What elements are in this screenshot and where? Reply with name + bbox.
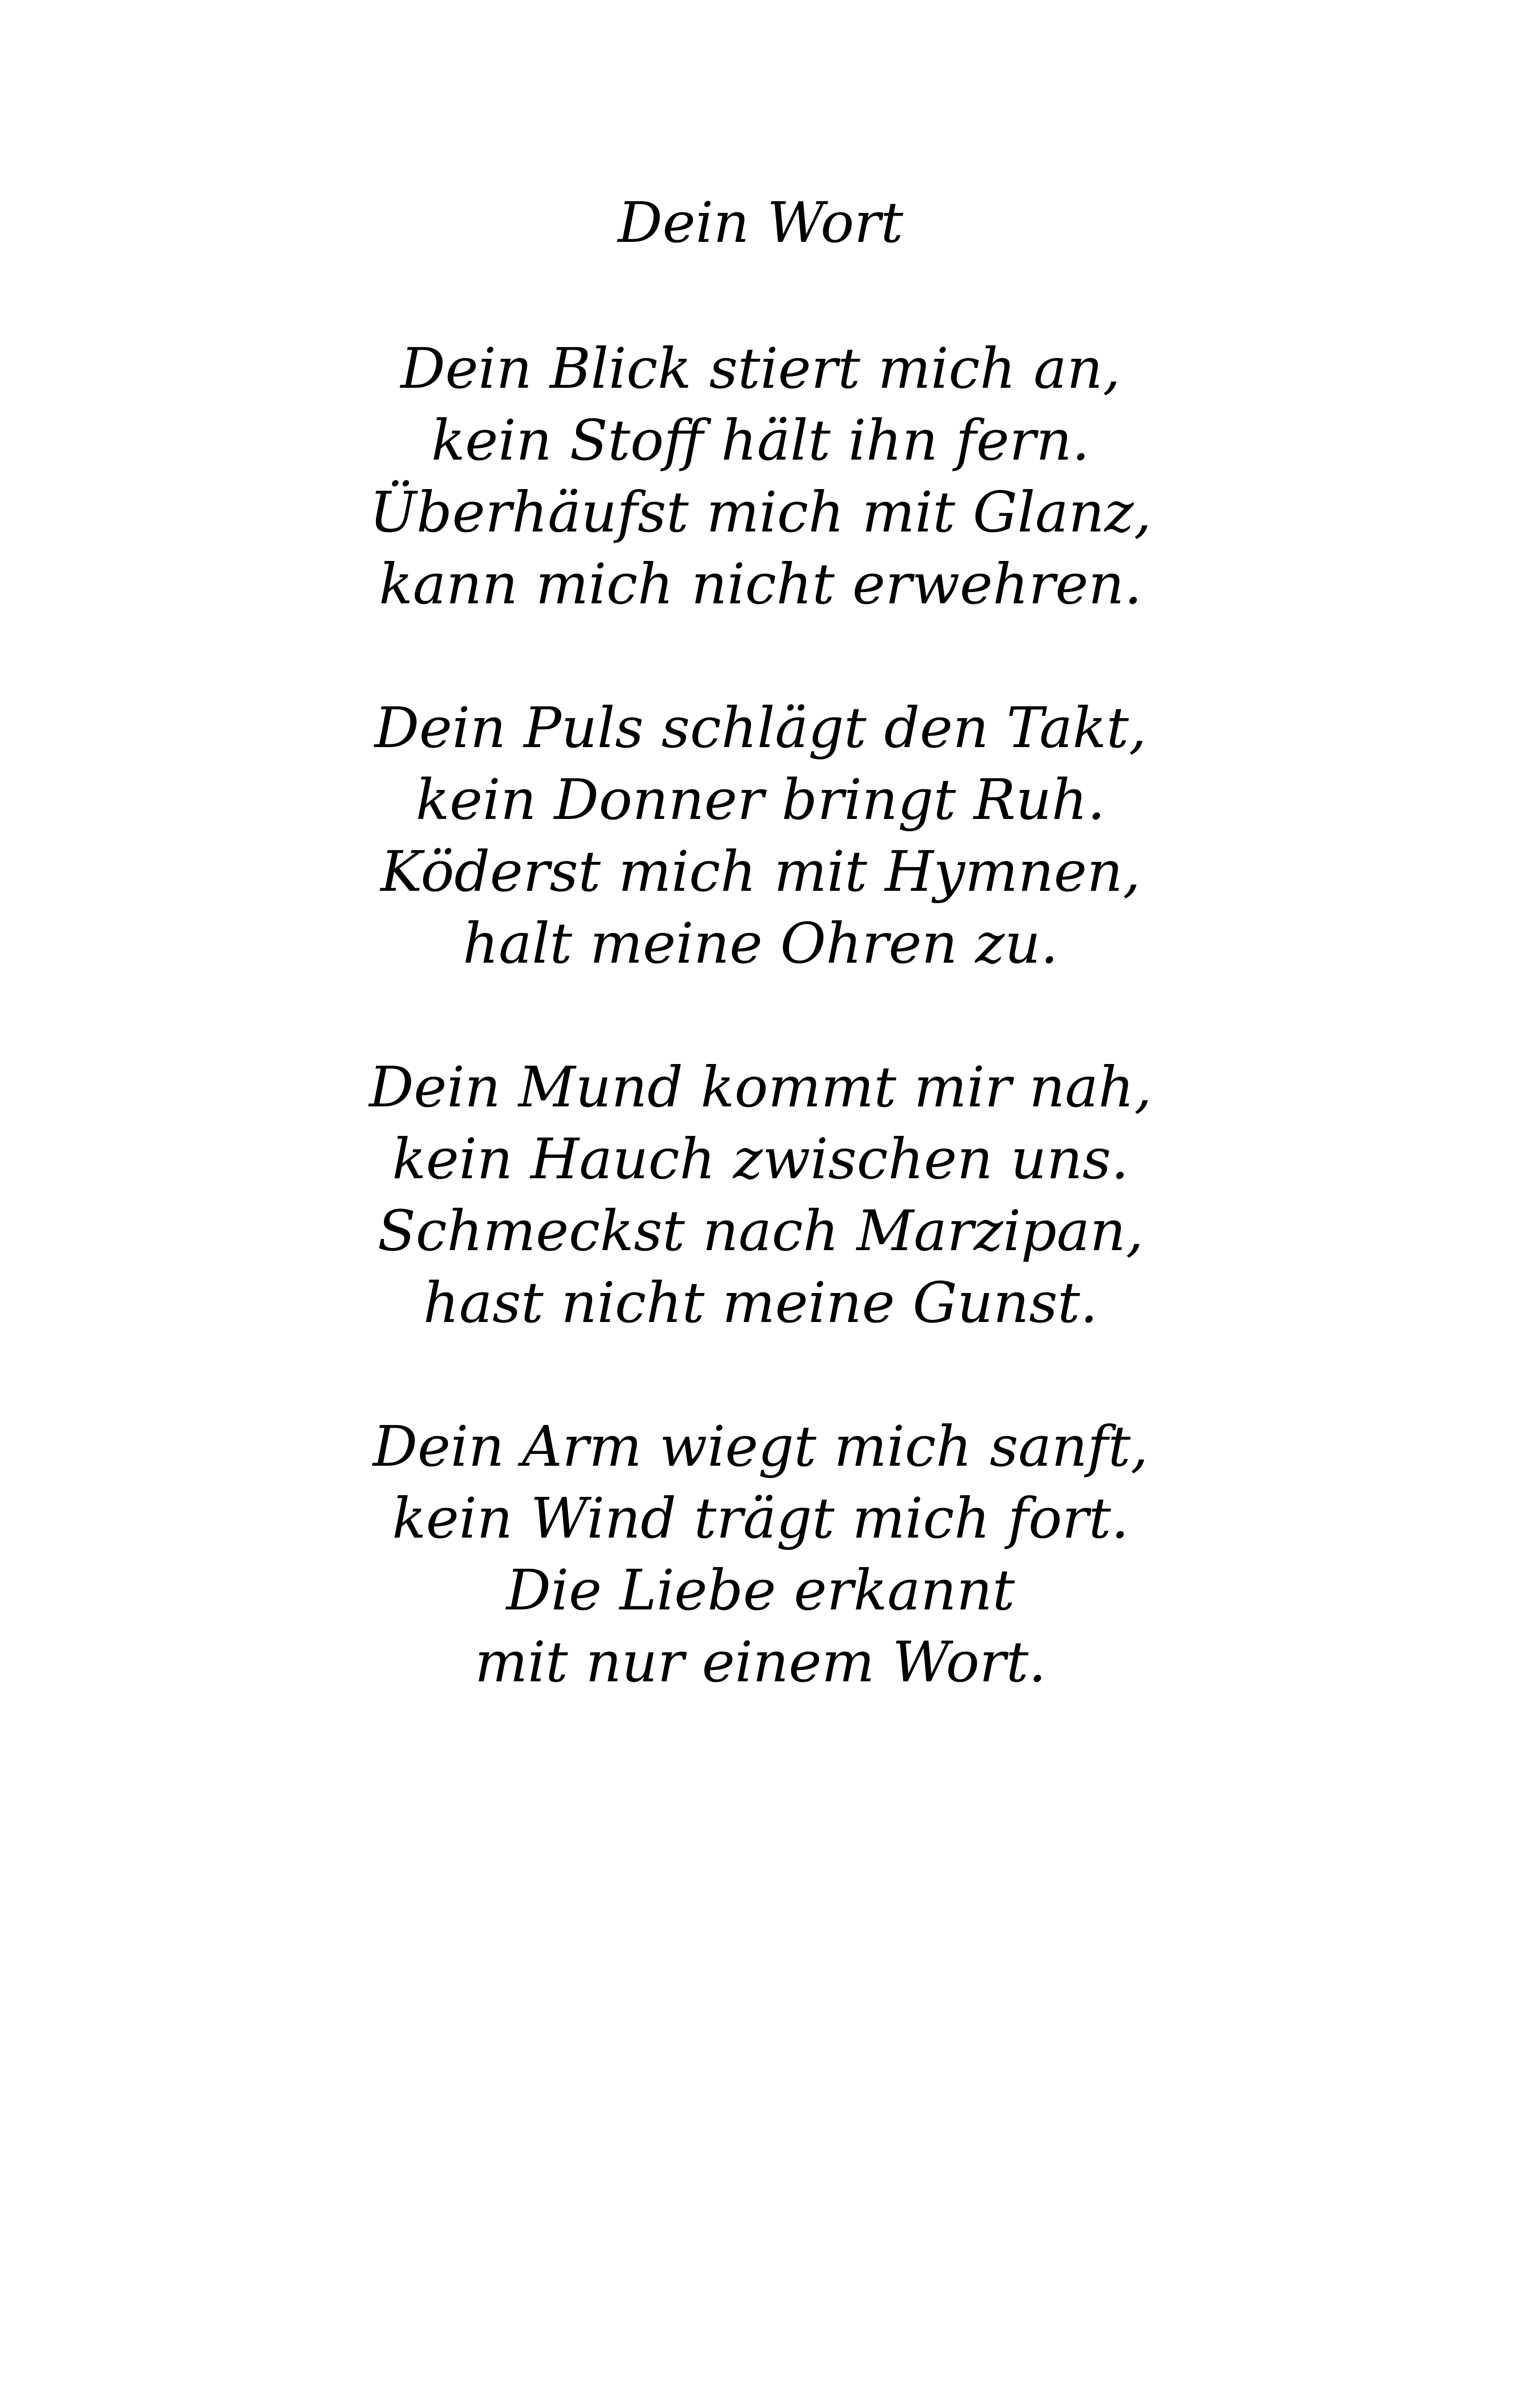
- stanza-4-line-1: Dein Arm wiegt mich sanft,: [373, 1414, 1148, 1479]
- stanza-3-line-3: Schmeckst nach Marzipan,: [377, 1198, 1144, 1264]
- stanza-1-line-2: kein Stoff hält ihn fern.: [431, 408, 1090, 473]
- stanza-2-line-4: halt meine Ohren zu.: [462, 911, 1059, 976]
- stanza-2: [0, 692, 1521, 979]
- stanza-1: [0, 333, 1521, 620]
- stanza-2-line-2: kein Donner bringt Ruh.: [416, 767, 1105, 832]
- poem-title: Dein Wort: [617, 190, 904, 255]
- stanza-3-line-4: hast nicht meine Gunst.: [423, 1270, 1098, 1335]
- stanza-2-line-1: Dein Puls schlägt den Takt,: [374, 695, 1147, 760]
- stanza-1-line-1: Dein Blick stiert mich an,: [400, 336, 1121, 401]
- stanza-4-line-2: kein Wind trägt mich fort.: [392, 1486, 1129, 1551]
- stanza-3: [0, 1051, 1521, 1339]
- stanza-4: [0, 1410, 1521, 1698]
- stanza-4-line-3: Die Liebe erkannt: [506, 1557, 1015, 1623]
- stanza-1-line-3: Überhäufst mich mit Glanz,: [369, 479, 1152, 545]
- stanza-1-line-4: kann mich nicht erwehren.: [379, 551, 1142, 617]
- stanza-2-line-3: Köderst mich mit Hymnen,: [380, 839, 1141, 904]
- stanza-3-line-2: kein Hauch zwischen uns.: [392, 1126, 1129, 1192]
- stanza-4-line-4: mit nur einem Wort.: [475, 1629, 1046, 1695]
- stanza-3-line-1: Dein Mund kommt mir nah,: [369, 1054, 1152, 1120]
